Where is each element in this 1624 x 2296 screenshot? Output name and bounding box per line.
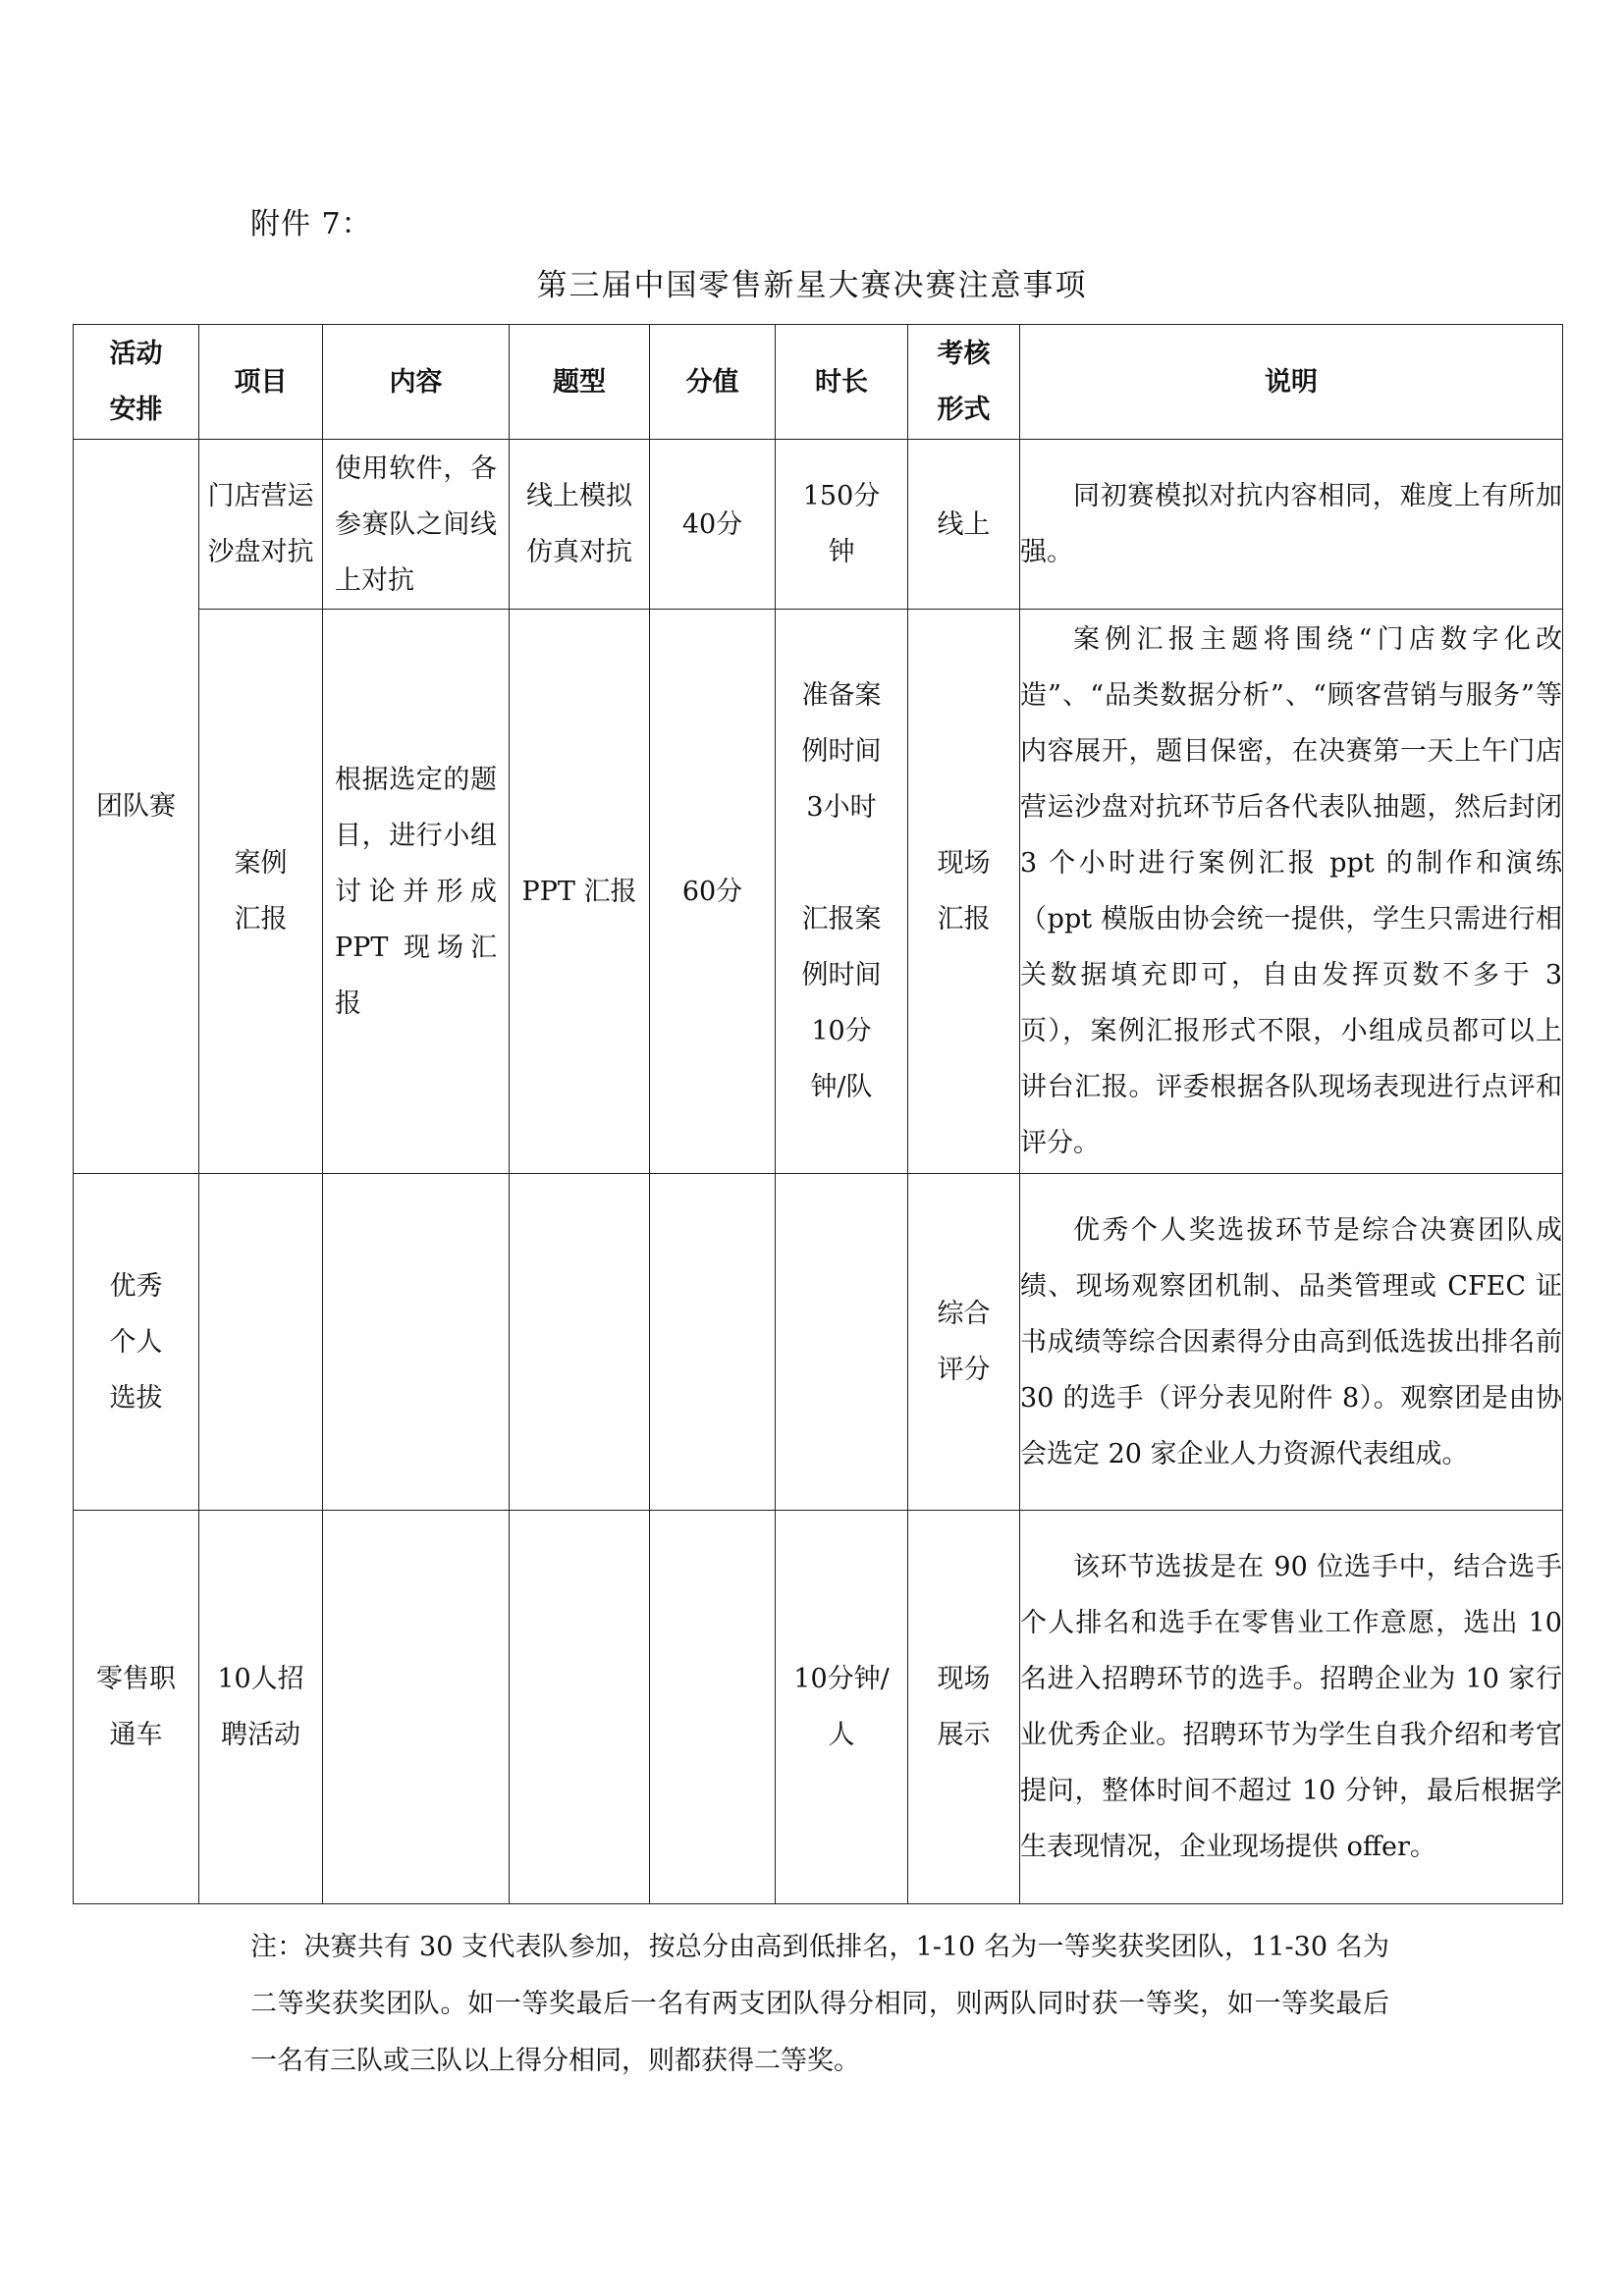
cell-explanation: 同初赛模拟对抗内容相同，难度上有所加强。 <box>1020 440 1563 610</box>
cell-score: 60分 <box>650 610 776 1174</box>
cell-type <box>510 1174 650 1511</box>
cell-item: 案例汇报 <box>199 610 323 1174</box>
cell-assessment: 现场汇报 <box>908 610 1020 1174</box>
document-title: 第三届中国零售新星大赛决赛注意事项 <box>536 268 1088 303</box>
cell-content <box>323 1511 510 1904</box>
cell-activity: 优秀个人选拔 <box>74 1174 199 1511</box>
cell-assessment: 综合评分 <box>908 1174 1020 1511</box>
cell-content <box>323 1174 510 1511</box>
rules-table <box>73 324 1563 1904</box>
duration-report: 汇报案例时间10分钟/队 <box>801 904 882 1102</box>
cell-score <box>650 1511 776 1904</box>
table-row <box>74 1174 1563 1511</box>
table-row <box>74 440 1563 610</box>
cell-type: PPT 汇报 <box>510 610 650 1174</box>
cell-duration: 150分钟 <box>776 440 908 610</box>
cell-explanation: 案例汇报主题将围绕“门店数字化改造”、“品类数据分析”、“顾客营销与服务”等内容展开，题目保密，在决赛第一天上午门店营运沙盘对抗环节后各代表队抽题，然后封闭 3 个小时进行案例汇报 ppt 的制作和演练（ppt 模版由协会统一提供，学生只需进行相关数据填充即可，自由发挥页数不多于 3 页），案例汇报形式不限，小组成员都可以上讲台汇报。评委根据各队现场表现进行点评和评分。 <box>1020 610 1563 1174</box>
cell-duration <box>776 1174 908 1511</box>
cell-type: 线上模拟仿真对抗 <box>510 440 650 610</box>
header-row <box>74 325 1563 440</box>
cell-duration: 10分钟/人 <box>776 1511 908 1904</box>
header-activity: 活动安排 <box>74 325 199 440</box>
cell-item: 门店营运沙盘对抗 <box>199 440 323 610</box>
header-type: 题型 <box>510 325 650 440</box>
header-assessment: 考核形式 <box>908 325 1020 440</box>
cell-item: 10人招聘活动 <box>199 1511 323 1904</box>
attachment-label: 附件 7： <box>250 207 372 241</box>
header-score: 分值 <box>650 325 776 440</box>
header-explanation: 说明 <box>1020 325 1563 440</box>
cell-score: 40分 <box>650 440 776 610</box>
cell-explanation: 优秀个人奖选拔环节是综合决赛团队成绩、现场观察团机制、品类管理或 CFEC 证书成绩等综合因素得分由高到低选拔出排名前 30 的选手（评分表见附件 8）。观察团是由协会选定 20 家企业人力资源代表组成。 <box>1020 1174 1563 1511</box>
footnote: 注：决赛共有 30 支代表队参加，按总分由高到低排名，1-10 名为一等奖获奖团队，11-30 名为二等奖获奖团队。如一等奖最后一名有两支团队得分相同，则两队同时获一等奖，如一等奖最后一名有三队或三队以上得分相同，则都获得二等奖。 <box>250 1932 1389 2076</box>
table-row <box>74 1511 1563 1904</box>
cell-type <box>510 1511 650 1904</box>
cell-content: 根据选定的题目，进行小组讨论并形成 PPT 现场汇报 <box>323 610 510 1174</box>
cell-content: 使用软件，各参赛队之间线上对抗 <box>323 440 510 610</box>
table-row <box>74 610 1563 1174</box>
cell-explanation: 该环节选拔是在 90 位选手中，结合选手个人排名和选手在零售业工作意愿，选出 10 名进入招聘环节的选手。招聘企业为 10 家行业优秀企业。招聘环节为学生自我介绍和考官提问，整体时间不超过 10 分钟，最后根据学生表现情况，企业现场提供 offer。 <box>1020 1511 1563 1904</box>
cell-assessment: 线上 <box>908 440 1020 610</box>
cell-activity: 团队赛 <box>74 440 199 1174</box>
cell-activity: 零售职通车 <box>74 1511 199 1904</box>
cell-score <box>650 1174 776 1511</box>
duration-prep: 准备案例时间3小时 <box>801 680 882 823</box>
header-duration: 时长 <box>776 325 908 440</box>
cell-item <box>199 1174 323 1511</box>
cell-assessment: 现场展示 <box>908 1511 1020 1904</box>
header-item: 项目 <box>199 325 323 440</box>
cell-duration <box>776 610 908 1174</box>
header-content: 内容 <box>323 325 510 440</box>
